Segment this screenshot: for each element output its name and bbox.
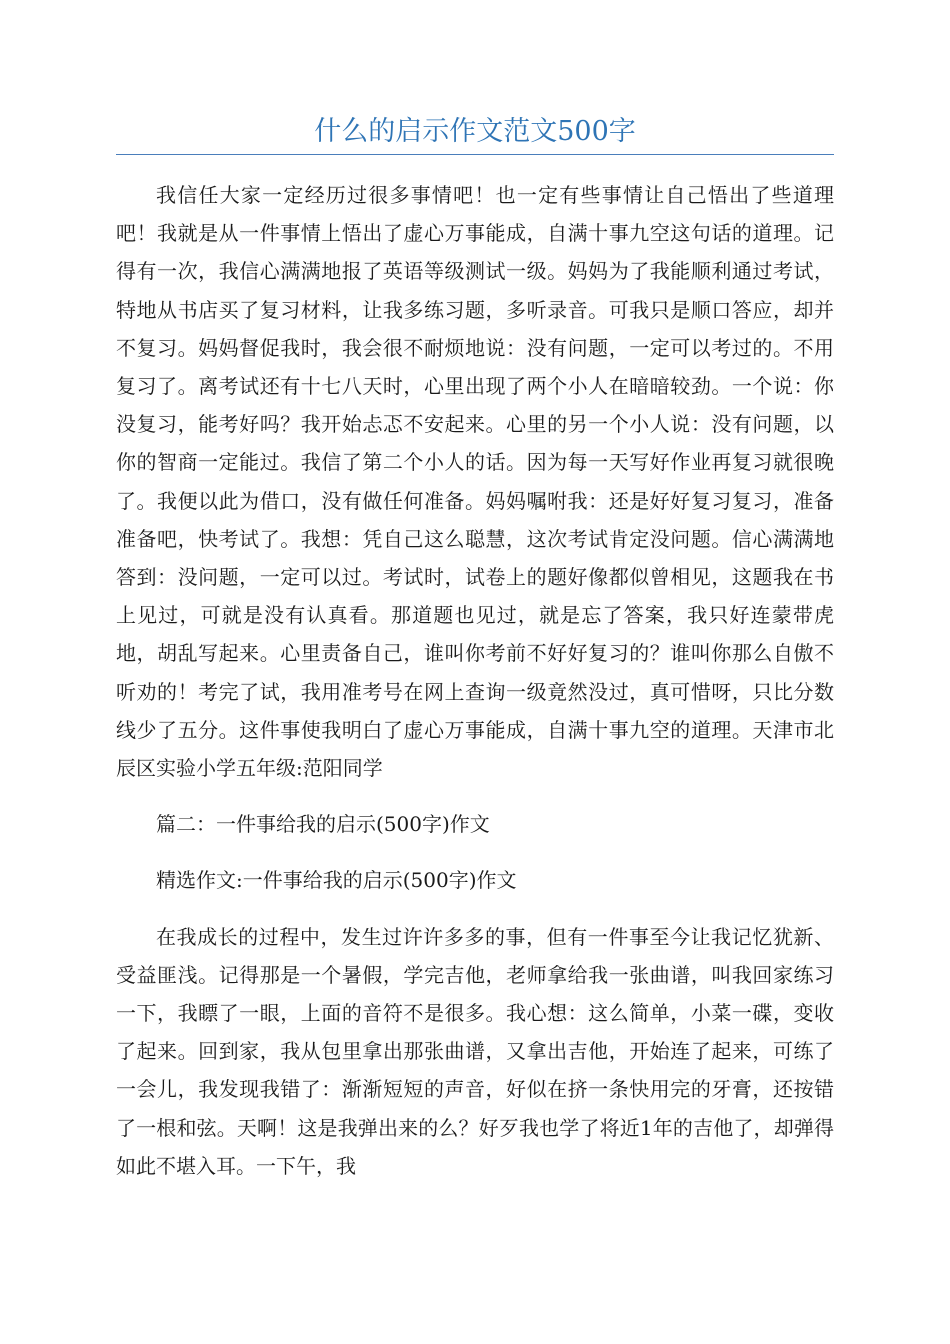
page-title: 什么的启示作文范文500字 [314,116,636,147]
section-subheading: 精选作文:一件事给我的启示(500字)作文 [156,868,517,893]
paragraph-gap [116,843,834,861]
section-heading-2: 篇二：一件事给我的启示(500字)作文 [156,812,490,837]
document-body [116,176,834,1185]
paragraph-2: 在我成长的过程中，发生过许许多多的事，但有一件事至今让我记忆犹新、受益匪浅。记得那是一个暑假，学完吉他，老师拿给我一张曲谱，叫我回家练习一下，我瞟了一眼，上面的音符不是很多。我心想：这么简单，小菜一碟，变收了起来。回到家，我从包里拿出那张曲谱，又拿出吉他，开始连了起来，可练了一会儿，我发现我错了：渐渐短短的声音，好似在挤一条快用完的牙膏，还按错了一根和弦。天啊！这是我弹出来的么？好歹我也学了将近1年的吉他了，却弹得如此不堪入耳。一下午，我 [116,924,834,1178]
paragraph-gap [116,787,834,805]
paragraph-gap [116,900,834,918]
paragraph-1: 我信任大家一定经历过很多事情吧！也一定有些事情让自己悟出了些道理吧！我就是从一件事情上悟出了虚心万事能成，自满十事九空这句话的道理。记得有一次，我信心满满地报了英语等级测试一级。妈妈为了我能顺利通过考试，特地从书店买了复习材料，让我多练习题，多听录音。可我只是顺口答应，却并不复习。妈妈督促我时，我会很不耐烦地说：没有问题，一定可以考过的。不用复习了。离考试还有十七八天时，心里出现了两个小人在暗暗较劲。一个说：你没复习，能考好吗？我开始忐忑不安起来。心里的另一个小人说：没有问题，以你的智商一定能过。我信了第二个小人的话。因为每一天写好作业再复习就很晚了。我便以此为借口，没有做任何准备。妈妈嘱咐我：还是好好复习复习，准备准备吧，快考试了。我想：凭自己这么聪慧，这次考试肯定没问题。信心满满地答到：没问题，一定可以过。考试时，试卷上的题好像都似曾相见，这题我在书上见过，可就是没有认真看。那道题也见过，就是忘了答案，我只好连蒙带虎地，胡乱写起来。心里责备自己，谁叫你考前不好好复习的？谁叫你那么自傲不听劝的！考完了试，我用准考号在网上查询一级竟然没过，真可惜呀，只比分数线少了五分。这件事使我明白了虚心万事能成，自满十事九空的道理。天津市北辰区实验小学五年级:范阳同学 [116,183,834,781]
title-underline [116,154,834,155]
